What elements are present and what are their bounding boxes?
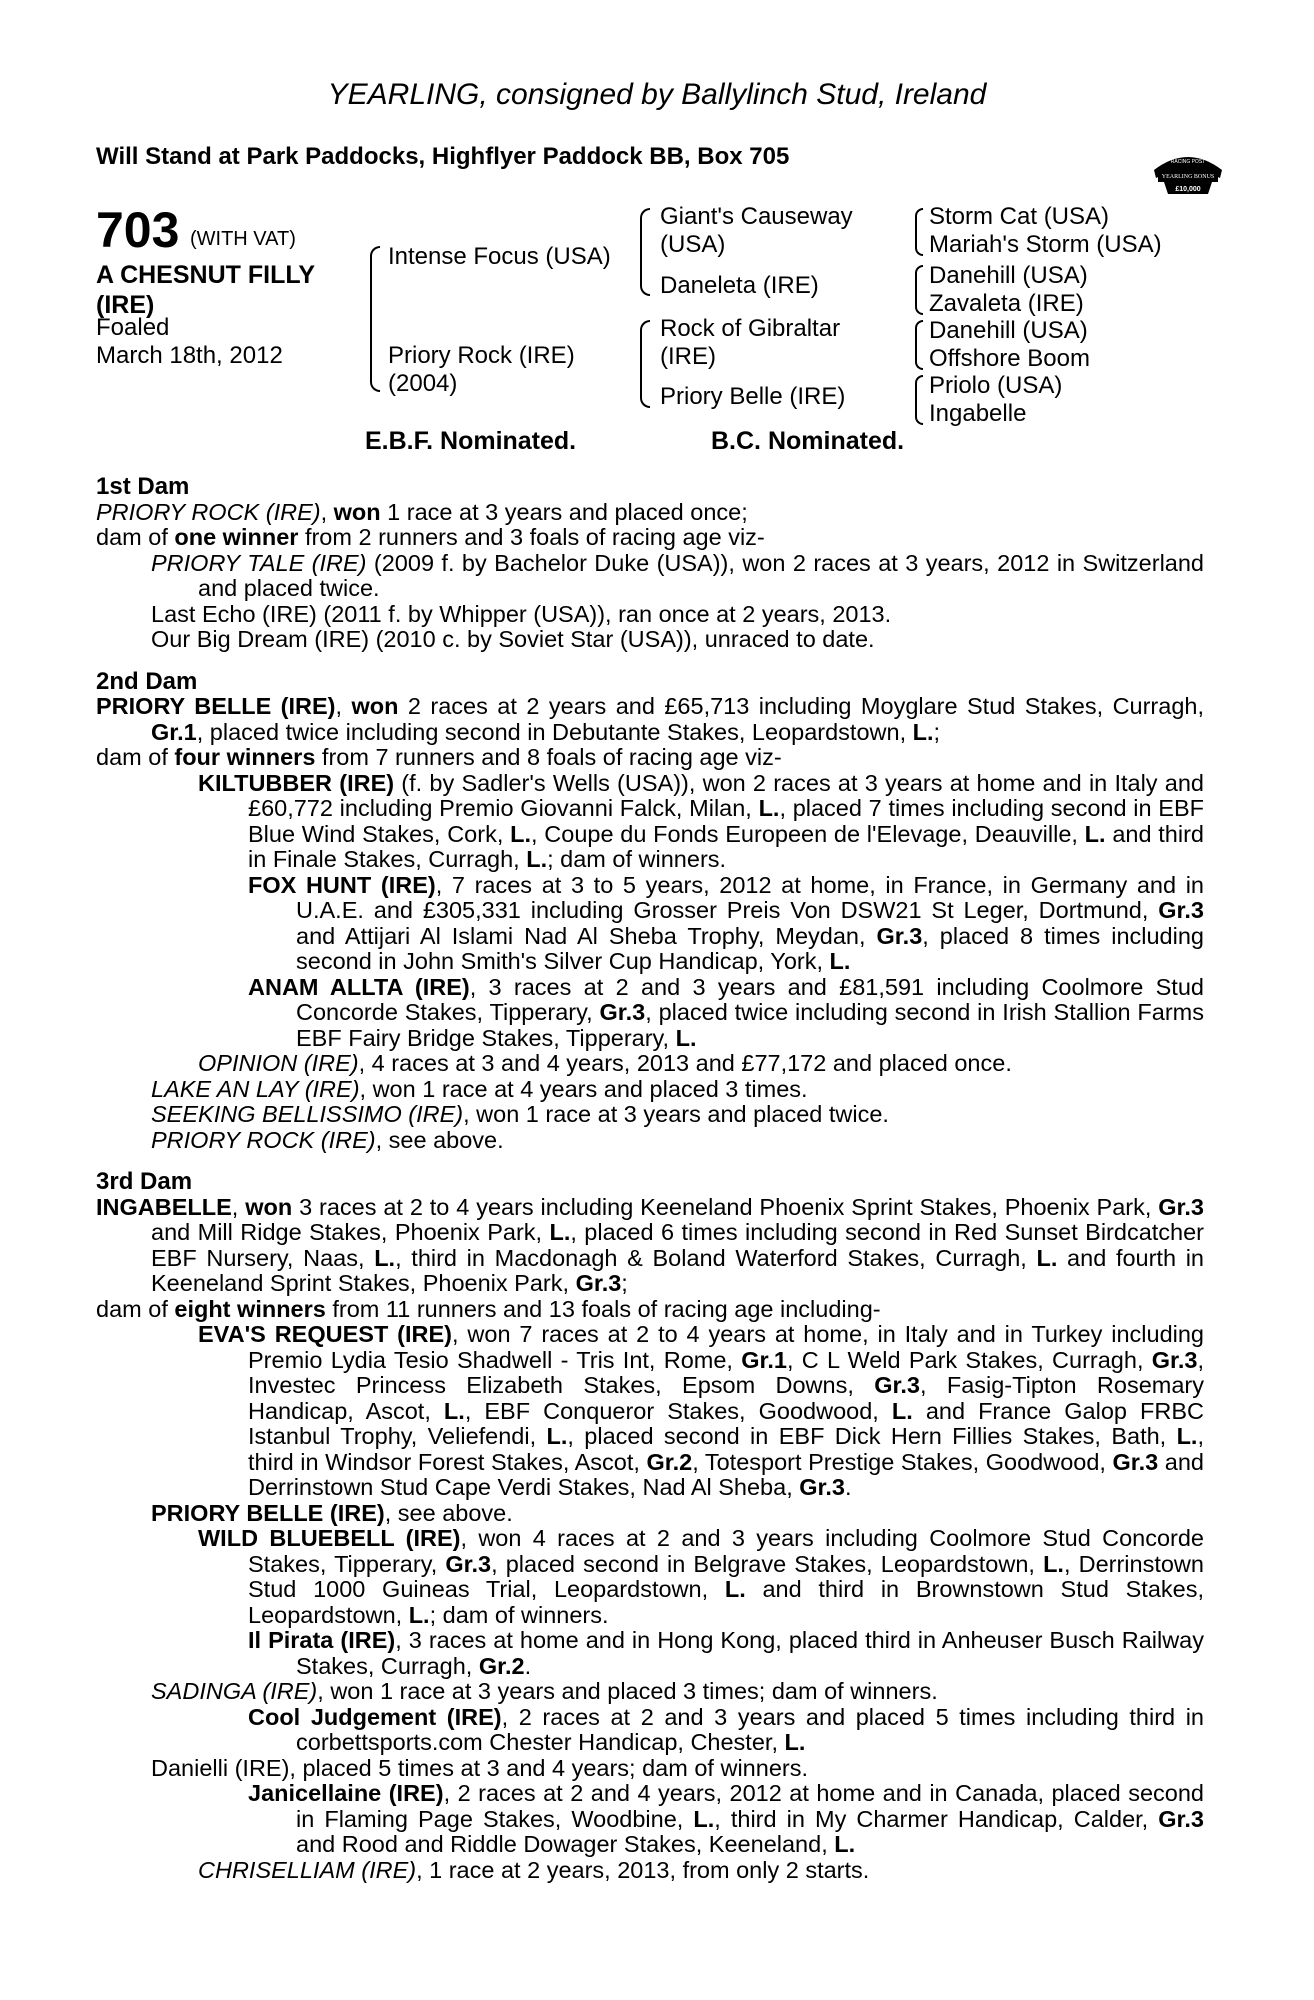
produce-entry: SEEKING BELLISSIMO (IRE), won 1 race at 3 years and placed twice. [151,1101,889,1127]
produce-entry: PRIORY BELLE (IRE), see above. [151,1499,513,1526]
lot-number: 703 [96,202,180,258]
badge-line-2: YEARLING BONUS [1161,174,1215,180]
ssd: Mariah's Storm (USA) [929,231,1162,258]
first-dam-heading: 1st Dam [96,473,190,500]
dam-name: Priory Rock (IRE) [388,342,575,369]
sire: Intense Focus (USA) [388,243,611,270]
second-dam-heading: 2nd Dam [96,667,198,695]
sdd: Zavaleta (IRE) [929,290,1084,317]
third-dam-heading: 3rd Dam [96,1168,193,1195]
dam-sire-name: Rock of Gibraltar [660,315,841,342]
badge-line-3: £10,000 [1175,186,1201,193]
produce-entry: Our Big Dream (IRE) (2010 c. by Soviet Star (USA)), unraced to date. [151,626,875,652]
second-dam-summary: dam of four winners from 7 runners and 8 foals of racing age viz- [96,744,782,770]
dam [388,342,575,398]
sire-sire-name: Giant's Causeway [660,203,853,230]
dam-sire [660,315,840,371]
sss: Storm Cat (USA) [929,203,1110,230]
dam-sire-origin: (IRE) [660,343,716,370]
dss: Danehill (USA) [929,317,1088,344]
foaled-label: Foaled [96,314,170,341]
yearling-bonus-badge-icon [1150,146,1226,200]
first-dam-summary: dam of one winner from 2 runners and 3 foals of racing age viz- [96,524,765,550]
vat-label: (WITH VAT) [190,228,296,250]
produce-entry: FOX HUNT (IRE), 7 races at 3 to 5 years, 2012 at home, in France, in Germany and in U.A.E. and £305,331 including Grosser Preis Von DSW21 St Leger, Dortmund, Gr.3 and Attijari Al Islami Nad Al Sheba Trophy, Meydan, Gr.3, placed 8 times including second in John Smith's Silver Cup Handicap, York, L. [248,871,1205,974]
sire-sire-origin: (USA) [660,231,726,258]
sire-sire [660,203,853,259]
produce-entry: Il Pirata (IRE), 3 races at home and in Hong Kong, placed third in Anheuser Busch Railway Stakes, Curragh, Gr.2. [248,1627,1204,1679]
produce-entry: Danielli (IRE), placed 5 times at 3 and 4 years; dam of winners. [151,1754,808,1781]
ebf-nominated: E.B.F. Nominated. [365,427,577,455]
first-dam-entry: PRIORY ROCK (IRE), won 1 race at 3 years and placed once; [96,498,748,525]
produce-entry: EVA'S REQUEST (IRE), won 7 races at 2 to 4 years at home, in Italy and in Turkey including Premio Lydia Tesio Shadwell - Tris Int, Rome, Gr.1, C L Weld Park Stakes, Curragh, Gr.3, Investec Princess Elizabeth Stakes, Epsom Downs, Gr.3, Fasig-Tipton Rosemary Handicap, Ascot, L., EBF Conqueror Stakes, Goodwood, L. and France Galop FRBC Istanbul Trophy, Veliefendi, L., placed second in EBF Dick Hern Fillies Stakes, Bath, L., third in Windsor Forest Stakes, Ascot, Gr.2, Totesport Prestige Stakes, Goodwood, Gr.3 and Derrinstown Stud Cape Verdi Stakes, Nad Al Sheba, Gr.3. [198,1321,1204,1500]
produce-entry: Last Echo (IRE) (2011 f. by Whipper (USA)), ran once at 2 years, 2013. [151,600,892,627]
third-dam-summary: dam of eight winners from 11 runners and 13 foals of racing age including- [96,1295,881,1322]
dds: Priolo (USA) [929,372,1063,399]
third-dam-entry: INGABELLE, won 3 races at 2 to 4 years including Keeneland Phoenix Sprint Stakes, Phoenix Park, Gr.3 and Mill Ridge Stakes, Phoenix Park, L., placed 6 times including second in Red Sunset Birdcatcher EBF Nursery, Naas, L., third in Macdonagh & Boland Waterford Stakes, Curragh, L. and fourth in Keeneland Sprint Stakes, Phoenix Park, Gr.3; [96,1193,1205,1296]
produce-entry: SADINGA (IRE), won 1 race at 3 years and placed 3 times; dam of winners. [151,1678,938,1704]
dsd: Offshore Boom [929,345,1090,372]
second-dam-entry: PRIORY BELLE (IRE), won 2 races at 2 years and £65,713 including Moyglare Stud Stakes, Curragh, Gr.1, placed twice including second in Debutante Stakes, Leopardstown, L.; [96,693,1204,745]
produce-entry: CHRISELLIAM (IRE), 1 race at 2 years, 2013, from only 2 starts. [198,1856,870,1883]
sds: Danehill (USA) [929,262,1088,289]
page-title: YEARLING, consigned by Ballylinch Stud, Ireland [327,78,987,111]
produce-entry: PRIORY TALE (IRE) (2009 f. by Bachelor Duke (USA)), won 2 races at 3 years, 2012 in Switzerland and placed twice. [151,549,1205,601]
produce-entry: WILD BLUEBELL (IRE), won 4 races at 2 and 3 years including Coolmore Stud Concorde Stakes, Tipperary, Gr.3, placed second in Belgrave Stakes, Leopardstown, L., Derrinstown Stud 1000 Guineas Trial, Leopardstown, L. and third in Brownstown Stud Stakes, Leopardstown, L.; dam of winners. [198,1525,1204,1628]
produce-entry: PRIORY ROCK (IRE), see above. [151,1126,504,1153]
dam-year: (2004) [388,370,458,397]
produce-entry: KILTUBBER (IRE) (f. by Sadler's Wells (USA)), won 2 races at 3 years at home and in Italy and £60,772 including Premio Giovanni Falck, Milan, L., placed 7 times including second in EBF Blue Wind Stakes, Cork, L., Coupe du Fonds Europeen de l'Elevage, Deauville, L. and third in Finale Stakes, Curragh, L.; dam of winners. [198,769,1204,872]
ddd: Ingabelle [929,400,1027,427]
stand-location: Will Stand at Park Paddocks, Highflyer Paddock BB, Box 705 [96,143,790,170]
lot-description [96,260,315,320]
foaled-info [96,314,283,370]
lot-origin: (IRE) [96,291,155,319]
produce-entry: Cool Judgement (IRE), 2 races at 2 and 3 years and placed 5 times including third in corbettsports.com Chester Handicap, Chester, L. [248,1703,1204,1755]
produce-entry: ANAM ALLTA (IRE), 3 races at 2 and 3 years and £81,591 including Coolmore Stud Concorde Stakes, Tipperary, Gr.3, placed twice including second in Irish Stallion Farms EBF Fairy Bridge Stakes, Tipperary, L. [248,973,1204,1051]
lot-sex: A CHESNUT FILLY [96,261,315,289]
sire-dam: Daneleta (IRE) [660,272,819,299]
catalogue-text [96,474,1204,1883]
produce-entry: OPINION (IRE), 4 races at 3 and 4 years, 2013 and £77,172 and placed once. [198,1050,1012,1076]
produce-entry: LAKE AN LAY (IRE), won 1 race at 4 years and placed 3 times. [151,1075,808,1102]
dam-dam: Priory Belle (IRE) [660,383,846,410]
foaled-date: March 18th, 2012 [96,342,283,369]
bc-nominated: B.C. Nominated. [711,427,905,455]
badge-line-1: RACING POST [1170,159,1206,165]
produce-entry: Janicellaine (IRE), 2 races at 2 and 4 years, 2012 at home and in Canada, placed second in Flaming Page Stakes, Woodbine, L., third in My Charmer Handicap, Calder, Gr.3 and Rood and Riddle Dowager Stakes, Keeneland, L. [248,1780,1204,1857]
